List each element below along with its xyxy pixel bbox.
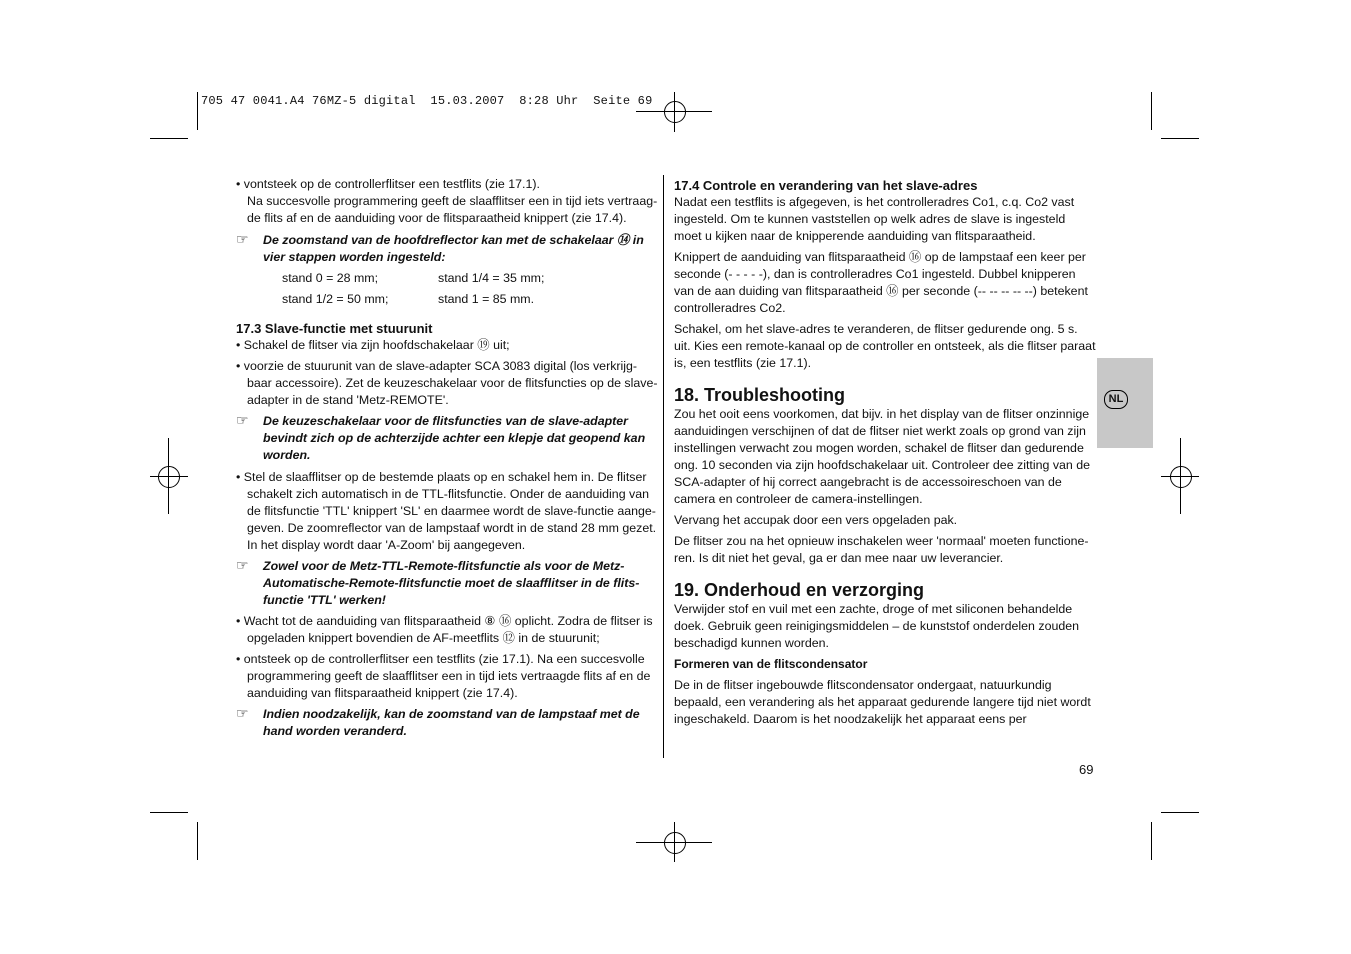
- pointing-hand-icon: ☞: [236, 557, 249, 573]
- registration-circle: [158, 466, 180, 488]
- bullet-text: • voorzie de stuurunit van de slave-adapter SCA 3083 digital (los verkrijg-baar accessoire). Zet de keuzeschakelaar voor de flitsfuncties op de slave-adapter in de stand 'Metz-REMOTE'.: [236, 359, 658, 407]
- note-text: Indien noodzakelijk, kan de zoomstand van de lampstaaf met de hand worden veranderd.: [263, 707, 640, 738]
- crop-mark: [1151, 92, 1152, 130]
- registration-circle: [1170, 466, 1192, 488]
- note: [236, 706, 658, 740]
- note-text: De keuzeschakelaar voor de flitsfuncties van de slave-adapter bevindt zich op de achterzijde achter een klepje dat geopend kan worden.: [263, 414, 646, 462]
- pointing-hand-icon: ☞: [236, 231, 249, 247]
- crop-mark: [197, 92, 198, 130]
- paragraph: Nadat een testflits is afgegeven, is het controlleradres Co1, c.q. Co2 vast ingesteld. Om te kunnen vaststellen op welk adres de slave is ingesteld moet u kijken naar de knipperende aanduiding van flitsparaatheid.: [674, 195, 1075, 243]
- note: [236, 558, 658, 609]
- column-divider: [663, 175, 664, 758]
- crop-mark: [1161, 138, 1199, 139]
- zoom-value: stand 1/2 = 50 mm;: [282, 292, 389, 306]
- zoom-table: [236, 270, 658, 312]
- bullet-text: • ontsteek op de controllerflitser een testflits (zie 17.1). Na een succesvolle programmering geeft de slaafflitser een in tijd iets vertraagde flits af en de aanduiding van flitsparaatheid knippert (zie 17.4).: [236, 652, 651, 700]
- section-heading: 19. Onderhoud en verzorging: [674, 580, 925, 600]
- note-text: Zowel voor de Metz-TTL-Remote-flitsfunctie als voor de Metz-Automatische-Remote-flitsfunctie moet de slaafflitser in de flits-functie 'TTL' werken!: [263, 559, 640, 607]
- pointing-hand-icon: ☞: [236, 705, 249, 721]
- language-badge: NL: [1104, 390, 1128, 409]
- section-heading: 17.4 Controle en verandering van het slave-adres: [674, 178, 978, 193]
- zoom-value: stand 0 = 28 mm;: [282, 271, 379, 285]
- paragraph: Zou het ooit eens voorkomen, dat bijv. in het display van de flitser onzinnige aanduidingen verschijnen of dat de flitser niet werkt zoals op grond van zijn instellingen verwacht zou mogen worden, schakel de flitser dan gedurende ong. 10 seconden via zijn hoofdschakelaar uit. Controleer dee zitting van de SCA-adapter of hij correct aangebracht is de accessoireschoen van de camera en controleer de camera-instellingen.: [674, 407, 1091, 506]
- crop-mark: [1161, 812, 1199, 813]
- page-number: 69: [1079, 762, 1094, 777]
- registration-circle: [664, 101, 686, 123]
- crop-mark: [150, 812, 188, 813]
- note: [236, 232, 658, 266]
- section-heading: 17.3 Slave-functie met stuurunit: [236, 321, 433, 336]
- paragraph: Knippert de aanduiding van flitsparaatheid ⑯ op de lampstaaf een keer per seconde (- - - - -), dan is controlleradres Co1 ingesteld. Dubbel knipperen van de aan duiding van flitsparaatheid ⑯ per seconde (-- -- -- -- --) betekent controlleradres Co2.: [674, 250, 1088, 315]
- left-column: [236, 176, 658, 740]
- bullet-text: • Stel de slaafflitser op de bestemde plaats op en schakel hem in. De flitser schakelt zich automatisch in de TTL-flitsfunctie. Onder de aanduiding van de flitsfunctie 'TTL' knippert 'SL' en daarmee wordt de slave-functie aange-geven. De zoomreflector van de lampstaaf wordt in de stand 28 mm gezet. In het display wordt daar 'A-Zoom' bij aangegeven.: [236, 470, 657, 552]
- zoom-value: stand 1/4 = 35 mm;: [438, 271, 545, 285]
- paragraph: De flitser zou na het opnieuw inschakelen weer 'normaal' moeten functione-ren. Is dit niet het geval, ga er dan mee naar uw leverancier.: [674, 534, 1089, 565]
- paragraph: Verwijder stof en vuil met een zachte, droge of met siliconen behandelde doek. Gebruik geen reinigingsmiddelen – de kunststof onderdelen zouden beschadigd kunnen worden.: [674, 602, 1080, 650]
- registration-circle: [664, 832, 686, 854]
- crop-mark: [197, 822, 198, 860]
- note: [236, 413, 658, 464]
- print-header: 705 47 0041.A4 76MZ-5 digital 15.03.2007 8:28 Uhr Seite 69: [201, 94, 653, 108]
- paragraph: Vervang het accupak door een vers opgeladen pak.: [674, 513, 958, 527]
- bullet-text: • Schakel de flitser via zijn hoofdschakelaar ⑲ uit;: [236, 338, 510, 352]
- paragraph: Schakel, om het slave-adres te veranderen, de flitser gedurende ong. 5 s. uit. Kies een remote-kanaal op de controller en ontsteek, als die flitser paraat is, een testflits (zie 17.1).: [674, 322, 1096, 370]
- zoom-value: stand 1 = 85 mm.: [438, 292, 535, 306]
- bullet-text: • Wacht tot de aanduiding van flitsparaatheid ⑧ ⑯ oplicht. Zodra de flitser is opgeladen knippert bovendien de AF-meetflits ⑫ in de stuurunit;: [236, 614, 653, 645]
- pointing-hand-icon: ☞: [236, 412, 249, 428]
- right-column: [674, 177, 1096, 728]
- crop-mark: [150, 138, 188, 139]
- subsection-heading: Formeren van de flitscondensator: [674, 657, 868, 671]
- bullet-text: • vontsteek op de controllerflitser een testflits (zie 17.1).: [236, 177, 540, 191]
- crop-mark: [1151, 822, 1152, 860]
- paragraph: De in de flitser ingebouwde flitscondensator ondergaat, natuurkundig bepaald, een verandering als het apparaat gedurende langere tijd niet wordt ingeschakeld. Daarom is het noodzakelijk het apparaat eens per: [674, 678, 1091, 726]
- paragraph: Na succesvolle programmering geeft de slaafflitser een in tijd iets vertraag-de flits af en de aanduiding voor de flitsparaatheid knippert (zie 17.4).: [247, 194, 658, 225]
- note-text: De zoomstand van de hoofdreflector kan met de schakelaar ⑭ in vier stappen worden ingesteld:: [263, 233, 644, 264]
- section-heading: 18. Troubleshooting: [674, 385, 846, 405]
